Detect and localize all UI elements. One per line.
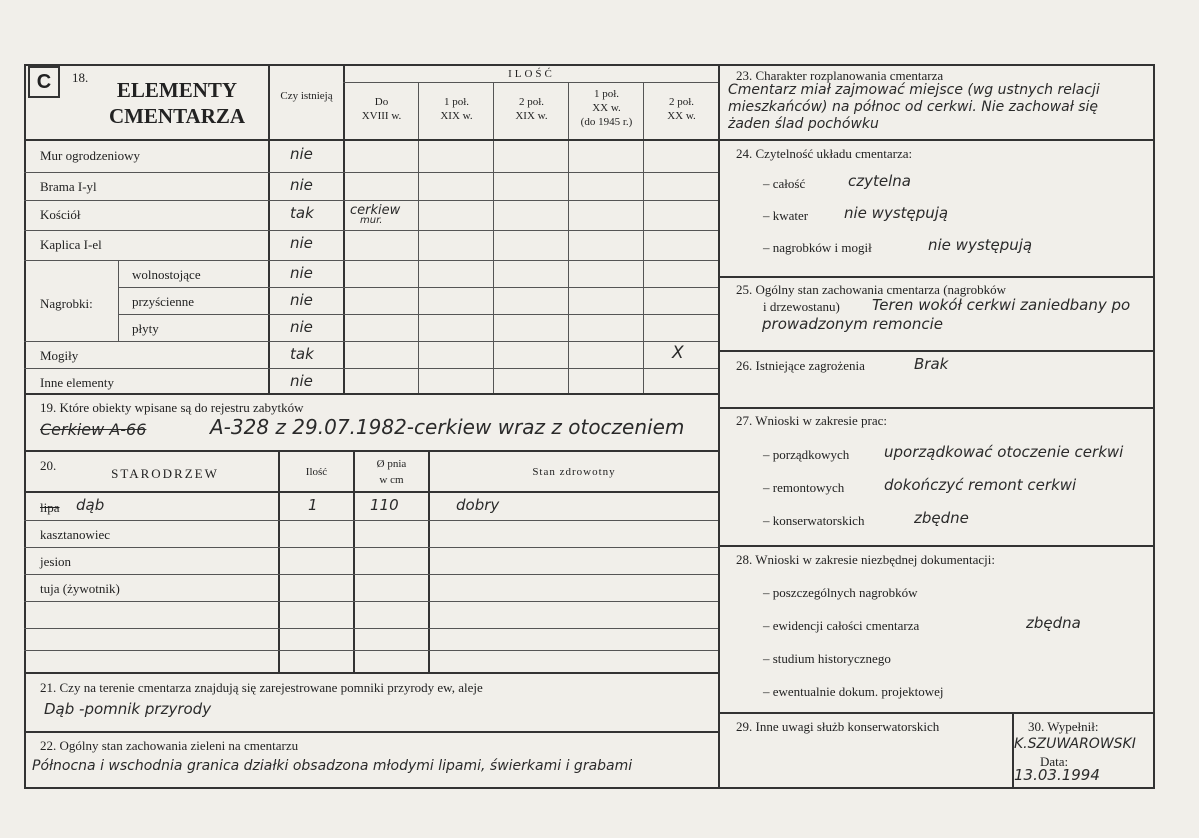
q24-item-label: – kwater bbox=[763, 208, 809, 223]
period-header-line1: 2 poł. bbox=[668, 96, 695, 108]
q19-answer: A-328 z 29.07.1982-cerkiew wraz z otoczeniem bbox=[210, 415, 685, 439]
section-title-line1: ELEMENTY bbox=[116, 78, 238, 102]
col-exists-header: Czy istnieją bbox=[280, 90, 333, 102]
q26-answer: Brak bbox=[914, 355, 949, 373]
col-ilosc-header: ILOŚĆ bbox=[508, 68, 555, 80]
q20-title: STARODRZEW bbox=[111, 466, 219, 481]
tree-name: tuja (żywotnik) bbox=[40, 581, 120, 596]
element-label: wolnostojące bbox=[132, 267, 201, 282]
q24-item-answer: czytelna bbox=[848, 172, 911, 190]
element-label: płyty bbox=[132, 321, 159, 336]
period-header-line2: XIX w. bbox=[440, 110, 473, 122]
q27-item-label: – remontowych bbox=[763, 480, 845, 495]
q27-item-answer: zbędne bbox=[914, 509, 969, 527]
element-label: przyścienne bbox=[132, 294, 195, 309]
tree-name: lipa bbox=[40, 500, 60, 515]
q24-item-answer: nie występują bbox=[844, 204, 949, 222]
q27-item-label: – konserwatorskich bbox=[763, 513, 865, 528]
q28-item-label: – studium historycznego bbox=[763, 651, 891, 666]
q30-date-label: Data: bbox=[1040, 754, 1069, 769]
q25-label-line2: i drzewostanu) bbox=[763, 299, 840, 314]
q19-struck-entry: Cerkiew A-66 bbox=[40, 420, 147, 439]
period-header-line2: XX w. bbox=[592, 102, 621, 114]
q30-name: K.SZUWAROWSKI bbox=[1014, 736, 1136, 752]
element-exists-value: nie bbox=[290, 372, 313, 390]
period-header-line1: 2 poł. bbox=[518, 96, 545, 108]
q25-answer-line2: prowadzonym remoncie bbox=[762, 315, 943, 333]
element-label: Brama I-yl bbox=[40, 179, 97, 194]
q24-item-label: – całość bbox=[763, 176, 806, 191]
q28-label: 28. Wnioski w zakresie niezbędnej dokumentacji: bbox=[736, 552, 995, 567]
element-exists-value: nie bbox=[290, 291, 313, 309]
period-header-line1: 1 poł. bbox=[593, 88, 620, 100]
q20-col-qty: Ilość bbox=[305, 466, 328, 478]
element-exists-value: nie bbox=[290, 145, 313, 163]
q29-label: 29. Inne uwagi służb konserwatorskich bbox=[736, 719, 940, 734]
element-label: Kościół bbox=[40, 207, 81, 222]
section-number: 18. bbox=[72, 70, 89, 85]
period-header-line2: XVIII w. bbox=[361, 110, 402, 122]
q22-answer: Północna i wschodnia granica działki obsadzona młodymi lipami, świerkami i grabami bbox=[32, 758, 633, 774]
q27-item-label: – porządkowych bbox=[763, 447, 850, 462]
element-exists-value: nie bbox=[290, 264, 313, 282]
q27-item-answer: uporządkować otoczenie cerkwi bbox=[884, 443, 1124, 461]
q21-answer: Dąb -pomnik przyrody bbox=[44, 700, 212, 718]
q20-col-diam: Ø pnia bbox=[376, 458, 407, 470]
period-header-line3: (do 1945 r.) bbox=[580, 116, 633, 128]
q27-label: 27. Wnioski w zakresie prac: bbox=[736, 413, 888, 428]
q25-label-line1: 25. Ogólny stan zachowania cmentarza (nagrobków bbox=[736, 282, 1007, 297]
q23-answer-line1: Cmentarz miał zajmować miejsce (wg ustnych relacji bbox=[728, 82, 1100, 98]
section-title-line2: CMENTARZA bbox=[108, 104, 246, 128]
q28-item-label: – ewentualnie dokum. projektowej bbox=[763, 684, 944, 699]
period-header-line1: Do bbox=[374, 96, 389, 108]
q28-item-label: – poszczególnych nagrobków bbox=[763, 585, 918, 600]
q20-col-diam-unit: w cm bbox=[379, 474, 404, 486]
period-header-line2: XIX w. bbox=[515, 110, 548, 122]
element-label: Kaplica I-el bbox=[40, 237, 102, 252]
tree-state: dobry bbox=[456, 496, 500, 514]
q23-answer-line2: mieszkańców) na północ od cerkwi. Nie zachował się bbox=[728, 99, 1099, 115]
nagrobki-label: Nagrobki: bbox=[40, 296, 93, 311]
element-label: Mur ogrodzeniowy bbox=[40, 148, 141, 163]
q24-item-label: – nagrobków i mogił bbox=[763, 240, 872, 255]
tree-name: kasztanowiec bbox=[40, 527, 111, 542]
element-label: Mogiły bbox=[40, 348, 79, 363]
q25-answer-line1: Teren wokół cerkwi zaniedbany po bbox=[872, 296, 1131, 314]
q30-label: 30. Wypełnił: bbox=[1028, 719, 1099, 734]
q28-item-answer: zbędna bbox=[1026, 614, 1081, 632]
tree-name-handwritten: dąb bbox=[76, 496, 105, 514]
element-exists-value: nie bbox=[290, 234, 313, 252]
q28-item-label: – ewidencji całości cmentarza bbox=[763, 618, 920, 633]
period-header-line1: 1 poł. bbox=[443, 96, 470, 108]
q23-answer-line3: żaden ślad pochówku bbox=[728, 116, 879, 132]
tree-qty: 1 bbox=[308, 496, 318, 514]
period-header-line2: XX w. bbox=[667, 110, 696, 122]
q24-item-answer: nie występują bbox=[928, 236, 1033, 254]
q21-label: 21. Czy na terenie cmentarza znajdują się zarejestrowane pomniki przyrody ew, aleje bbox=[40, 680, 483, 695]
q19-label: 19. Które obiekty wpisane są do rejestru zabytków bbox=[40, 400, 304, 415]
element-note-sub: mur. bbox=[360, 215, 383, 226]
element-exists-value: tak bbox=[290, 204, 314, 222]
q26-label: 26. Istniejące zagrożenia bbox=[736, 358, 865, 373]
element-exists-value: nie bbox=[290, 318, 313, 336]
q22-label: 22. Ogólny stan zachowania zieleni na cmentarzu bbox=[40, 738, 299, 753]
q20-number: 20. bbox=[40, 458, 57, 473]
element-mark: X bbox=[672, 343, 684, 363]
q27-item-answer: dokończyć remont cerkwi bbox=[884, 476, 1077, 494]
tree-diameter: 110 bbox=[370, 496, 399, 514]
element-label: Inne elementy bbox=[40, 375, 114, 390]
q23-label: 23. Charakter rozplanowania cmentarza bbox=[736, 68, 944, 83]
element-note: cerkiew bbox=[350, 203, 401, 218]
q20-col-state: Stan zdrowotny bbox=[532, 466, 616, 478]
tree-name: jesion bbox=[40, 554, 72, 569]
q30-date: 13.03.1994 bbox=[1014, 766, 1100, 784]
q24-label: 24. Czytelność układu cmentarza: bbox=[736, 146, 913, 161]
element-exists-value: tak bbox=[290, 345, 314, 363]
section-letter: C bbox=[28, 66, 60, 98]
element-exists-value: nie bbox=[290, 176, 313, 194]
